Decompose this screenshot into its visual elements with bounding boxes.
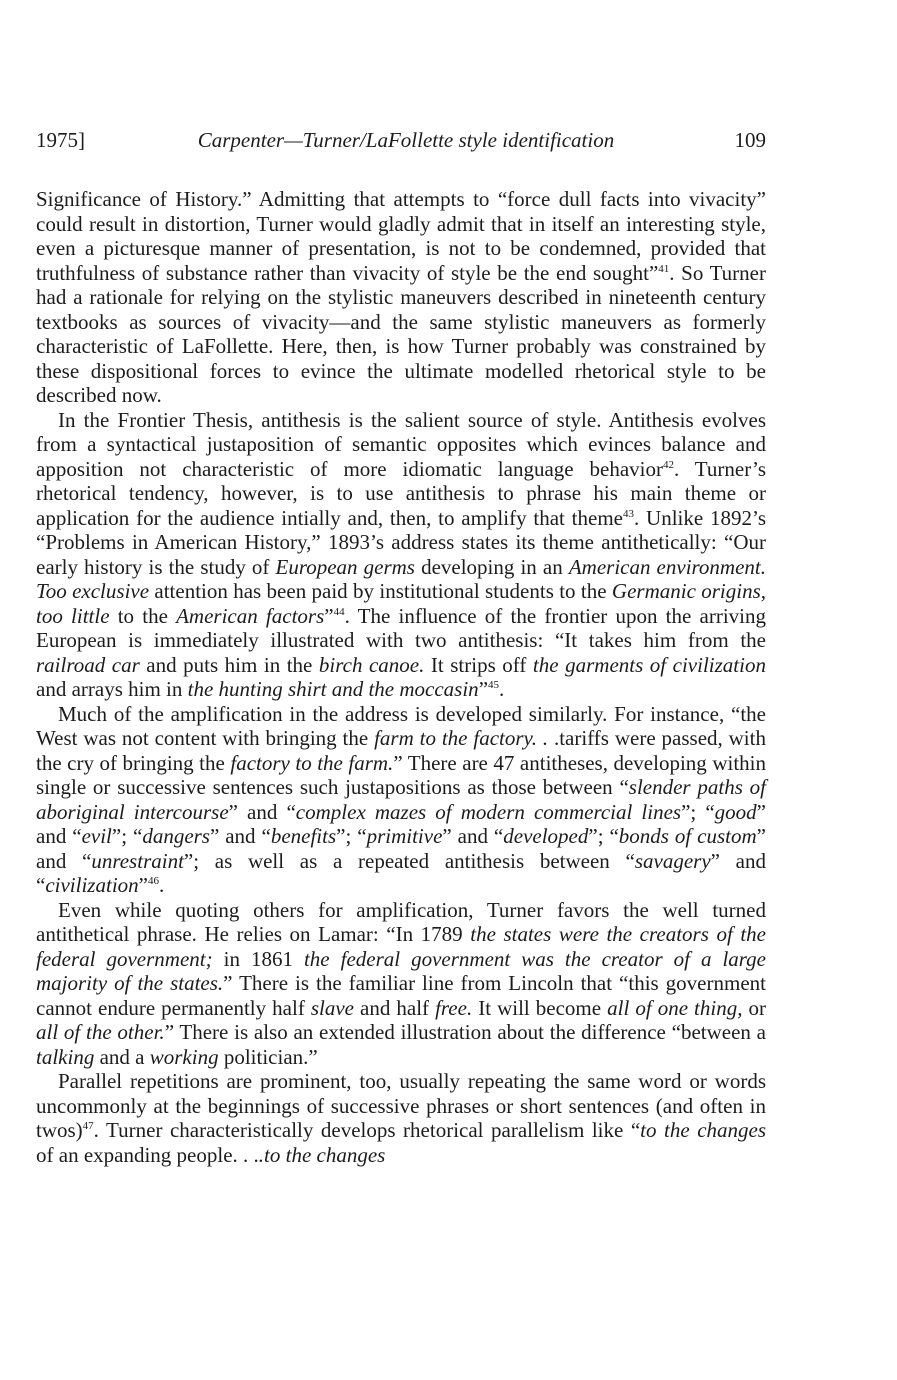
footnote-ref: 43 — [622, 507, 634, 520]
italic-phrase: talking — [36, 1044, 95, 1069]
text-run: and half — [354, 995, 436, 1020]
text-run: . Unlike 1892’s “Problems in American History,” 1893’s address states its theme antithetically: “Our early history is the study of — [36, 505, 766, 579]
text-run: ” — [138, 873, 148, 897]
text-run: . — [499, 677, 505, 701]
text-run: politician.” — [218, 1044, 318, 1069]
text-run: ” and “ — [228, 799, 296, 824]
italic-phrase: European germs — [275, 554, 415, 579]
text-run: . — [158, 873, 165, 897]
text-run: developing in an — [414, 554, 569, 579]
italic-phrase: American factors — [176, 603, 325, 628]
text-run: . Turner characteristically develops rhetorical parallelism like “ — [93, 1118, 641, 1142]
text-run: It will become — [472, 995, 608, 1020]
text-run: and puts him in the — [139, 652, 319, 677]
footnote-ref: 46 — [147, 875, 159, 887]
text-run: ” and “ — [209, 824, 271, 848]
text-run: in 1861 — [212, 946, 304, 971]
italic-phrase: railroad car — [36, 652, 140, 677]
text-run: Much of the amplification in the address is developed similarly. For instance, “the West was not content with bringing the — [36, 701, 766, 750]
italic-phrase: civilization — [45, 873, 139, 897]
italic-phrase: dangers — [142, 824, 210, 848]
italic-phrase: .to the changes — [258, 1142, 386, 1167]
text-run: ”; “ — [336, 824, 367, 848]
text-run: ” and “ — [36, 848, 766, 897]
paragraph — [36, 898, 766, 1070]
footnote-ref: 47 — [82, 1120, 94, 1132]
text-run: ” and “ — [442, 824, 504, 848]
paragraph — [36, 408, 766, 702]
text-run: . Turner’s rhetorical tendency, however, is to use antithesis to phrase his main theme or application for the audience intially and, then, to amplify that theme — [36, 456, 766, 530]
italic-phrase: bonds of custom — [618, 824, 757, 848]
italic-phrase: evil — [81, 824, 112, 848]
running-title: Carpenter—Turner/LaFollette style identification — [197, 128, 615, 152]
italic-phrase: good — [714, 799, 757, 824]
footnote-ref: 42 — [663, 458, 674, 471]
footnote-ref: 41 — [658, 262, 670, 275]
text-run: ”; “ — [588, 824, 619, 848]
italic-phrase: birch canoe. — [318, 652, 425, 677]
text-run: In the Frontier Thesis, antithesis is the salient source of style. Antithesis evolves from a syntactical justaposition of semantic opposites which evinces balance and apposition not characteristic of more idiomatic language behavior — [36, 407, 766, 481]
text-run: It strips off — [424, 652, 533, 677]
italic-phrase: to the changes — [640, 1118, 767, 1142]
italic-phrase: complex mazes of modern commercial lines — [295, 799, 682, 824]
text-run: ” There are 47 antitheses, developing within single or successive sentences such justapositions as those between “ — [36, 750, 766, 799]
italic-phrase: primitive — [366, 824, 443, 848]
footnote-ref: 44 — [333, 605, 345, 618]
paragraph — [36, 1069, 766, 1167]
text-run: ” and “ — [36, 824, 766, 873]
italic-phrase: all of one thing, — [607, 995, 743, 1020]
italic-phrase: Germanic origins, too little — [36, 579, 766, 628]
text-run: ” and “ — [36, 799, 766, 848]
text-run: Parallel repetitions are prominent, too, usually repeating the same word or words uncommonly at the beginnings of successive phrases or short sentences (and often in twos) — [36, 1069, 766, 1142]
italic-phrase: American environment. Too exclusive — [36, 554, 767, 603]
italic-phrase: working — [149, 1044, 219, 1069]
text-run: ” — [324, 603, 334, 628]
text-run: . So Turner had a rationale for relying on the stylistic maneuvers described in nineteenth century textbooks as sources of vivacity—and the same stylistic maneuvers as formerly characteristic of LaFollette. Here, then, is how Turner probably was constrained by these dispositional forces to evince the ultimate modelled rhetorical style to be described now. — [36, 260, 766, 407]
italic-phrase: the states were the creators of the federal government; — [36, 922, 767, 971]
text-run: ” There is the familiar line from Lincoln that “this government cannot endure permanently half — [36, 971, 766, 1020]
text-run: ”; as well as a repeated antithesis between “ — [183, 848, 635, 873]
body-text — [36, 187, 766, 1167]
text-run: .tariffs were passed, with the cry of bringing the — [36, 726, 766, 775]
paragraph — [36, 702, 766, 898]
volume-year: 1975] — [36, 128, 85, 152]
text-run: ”; “ — [111, 824, 143, 848]
text-run: Significance of History.” Admitting that attempts to “force dull facts into vivacity” could result in distortion, Turner would gladly admit that in itself an interesting style, even a picturesque manner of presentation, is not to be condemned, provided that truthfulness of substance rather than vivacity of style be the end sought” — [36, 187, 766, 285]
text-run: ”; “ — [681, 799, 715, 824]
italic-phrase: slave — [310, 995, 354, 1020]
text-run: ” — [478, 677, 489, 701]
text-run: attention has been paid by institutional students to the — [149, 579, 612, 603]
text-run: or — [742, 995, 766, 1020]
italic-phrase: the hunting shirt and the moccasin — [187, 677, 479, 701]
text-run: Even while quoting others for amplification, Turner favors the well turned antithetical phrase. He relies on Lamar: “In 1789 — [36, 897, 766, 946]
italic-phrase: benefits — [270, 824, 337, 848]
text-run: of an expanding people. . . — [36, 1142, 259, 1167]
text-run: to the — [109, 603, 177, 628]
italic-phrase: developed — [503, 824, 589, 848]
journal-page — [36, 128, 766, 1167]
text-run: and a — [94, 1044, 150, 1069]
italic-phrase: all of the other. — [36, 1020, 165, 1044]
italic-phrase: factory to the farm. — [230, 750, 394, 775]
paragraph — [36, 187, 766, 408]
text-run: . The influence of the frontier upon the arriving European is immediately illustrated with two antithesis: “It takes him from the — [36, 603, 766, 652]
italic-phrase: savagery — [634, 848, 711, 873]
running-header — [36, 128, 766, 168]
italic-phrase: free. — [435, 995, 473, 1020]
footnote-ref: 45 — [488, 679, 500, 691]
italic-phrase: the federal government was the creator of a large majority of the states. — [36, 946, 766, 995]
italic-phrase: slender paths of aboriginal intercourse — [36, 775, 766, 824]
italic-phrase: farm to the factory. . — [374, 726, 549, 750]
text-run: and arrays him in — [36, 677, 188, 701]
page-number: 109 — [734, 128, 766, 152]
text-run: ” There is also an extended illustration about the difference “between a — [164, 1020, 766, 1044]
italic-phrase: the garments of civilization — [532, 652, 766, 677]
italic-phrase: unrestraint — [91, 848, 184, 873]
